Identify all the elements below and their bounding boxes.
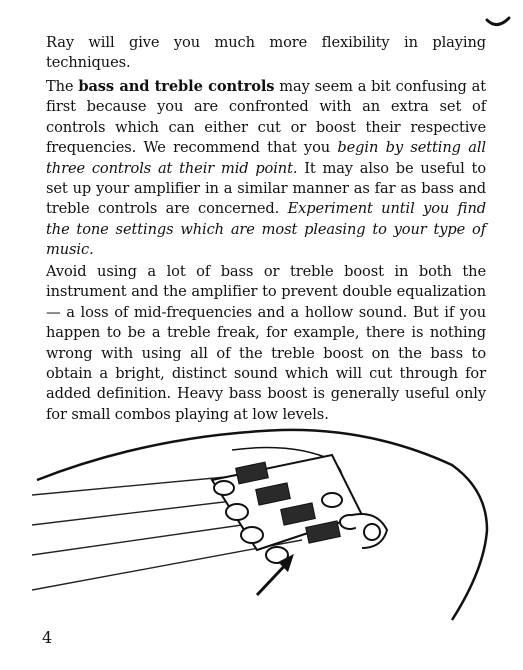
paragraph-boost-advice: [46, 262, 486, 425]
page-number: 4: [42, 628, 53, 647]
paragraph-intro-text: Ray will give you much more flexibility in playing techniques.: [46, 34, 486, 72]
italic-recommendation: begin by setting all three controls at their mid point.: [46, 139, 486, 177]
bold-term: bass and treble controls: [78, 78, 275, 95]
italic-advice: Experiment until you find the tone settings which are most pleasing to your type of music.: [46, 200, 486, 259]
paragraph-intro: [46, 33, 486, 74]
paragraph-bass-treble: [46, 77, 486, 261]
text-segment: The: [46, 78, 79, 95]
paragraph-boost-text: Avoid using a lot of bass or treble boost in both the instrument and the amplifier to prevent double equalization — a loss of mid-frequencies and a hollow sound. But if you happen to be a treble freak, for example, there is nothing wrong with using all of the treble boost on the bass to obtain a bright, distinct sound which will cut through for added definition. Heavy bass boost is generally useful only for small combos playing at low levels.: [46, 263, 486, 423]
text-segment: may seem a bit confusing at first because you are confronted with an extra set of controls which can either cut or boost their respective frequencies. We recommend that you: [46, 78, 487, 157]
bass-bridge-illustration: [32, 420, 492, 625]
corner-mark-icon: [484, 12, 512, 32]
text-segment: It may also be useful to set up your amplifier in a similar manner as far as bass and treble controls are concerned.: [46, 159, 487, 218]
